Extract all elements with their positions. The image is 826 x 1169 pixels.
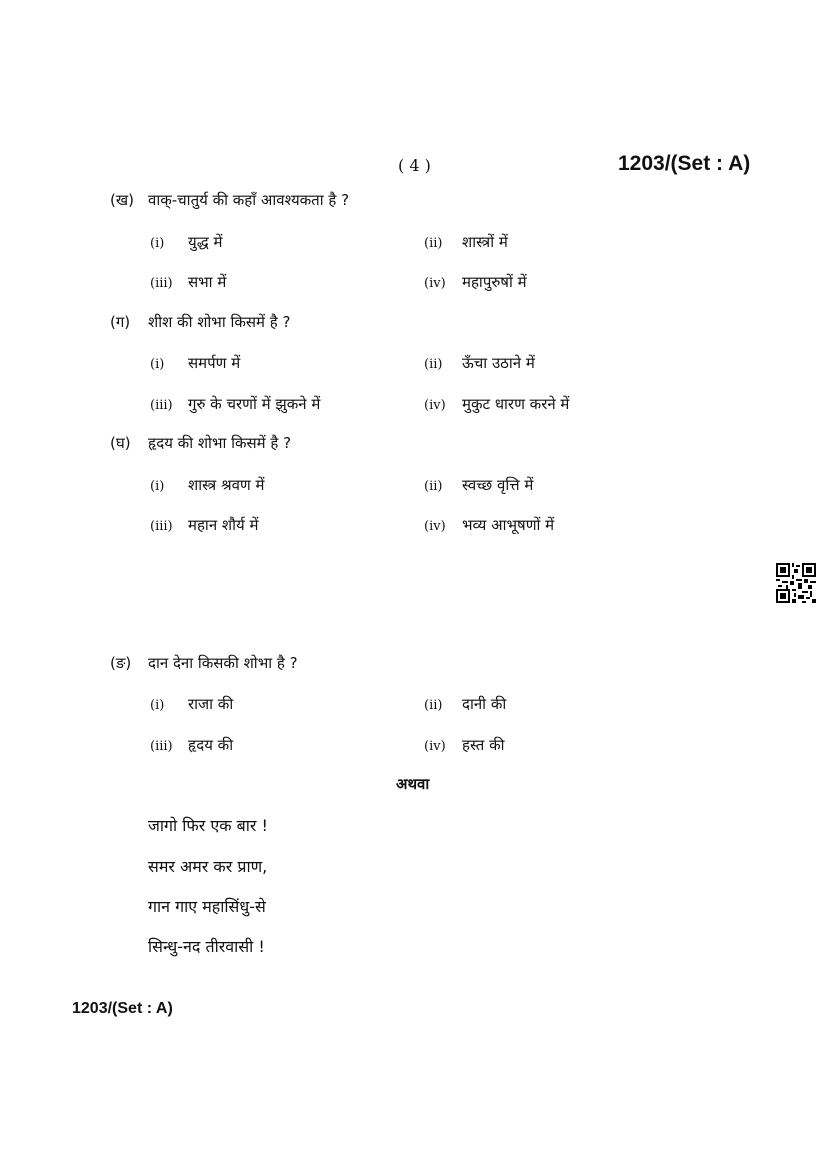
option-text: महापुरुषों में bbox=[462, 273, 527, 291]
question-text: दान देना किसकी शोभा है ? bbox=[148, 654, 298, 672]
question-marker: (ङ) bbox=[110, 654, 132, 672]
option-text: शास्त्रों में bbox=[462, 233, 508, 251]
option bbox=[150, 272, 226, 292]
option-marker: (iv) bbox=[424, 276, 446, 291]
option bbox=[150, 475, 265, 495]
option-text: समर्पण में bbox=[188, 354, 241, 372]
option-marker: (i) bbox=[150, 236, 165, 251]
question-text: शीश की शोभा किसमें है ? bbox=[148, 313, 291, 331]
option-text: गुरु के चरणों में झुकने में bbox=[188, 395, 321, 413]
paper-code-footer: 1203/(Set : A) bbox=[72, 1000, 173, 1017]
option-marker: (i) bbox=[150, 357, 165, 372]
option bbox=[150, 353, 240, 373]
option bbox=[424, 232, 508, 252]
option-text: महान शौर्य में bbox=[188, 516, 259, 534]
option-marker: (ii) bbox=[424, 236, 443, 251]
option-text: सभा में bbox=[188, 273, 227, 291]
poem-line: समर अमर कर प्राण, bbox=[148, 857, 268, 876]
option-text: शास्त्र श्रवण में bbox=[188, 476, 265, 494]
option-text: स्वच्छ वृत्ति में bbox=[462, 476, 534, 494]
option-text: हृदय की bbox=[188, 736, 234, 754]
question-marker: (ख) bbox=[110, 191, 134, 209]
poem-line: सिन्धु-नद तीरवासी ! bbox=[148, 937, 265, 956]
option bbox=[424, 515, 554, 535]
question-text: हृदय की शोभा किसमें है ? bbox=[148, 434, 292, 452]
question-gha bbox=[110, 433, 291, 453]
option-text: युद्ध में bbox=[188, 233, 223, 251]
option-marker: (ii) bbox=[424, 698, 443, 713]
qr-code-icon bbox=[776, 563, 816, 603]
option bbox=[150, 232, 222, 252]
option bbox=[424, 694, 506, 714]
question-nga bbox=[110, 653, 298, 673]
option-marker: (ii) bbox=[424, 479, 443, 494]
option-marker: (i) bbox=[150, 479, 165, 494]
option-marker: (iii) bbox=[150, 398, 173, 413]
option bbox=[424, 735, 505, 755]
option bbox=[424, 394, 569, 414]
option-marker: (iii) bbox=[150, 276, 173, 291]
poem-line: जागो फिर एक बार ! bbox=[148, 816, 268, 835]
question-text: वाक्-चातुर्य की कहाँ आवश्यकता है ? bbox=[148, 191, 350, 209]
option-marker: (iv) bbox=[424, 739, 446, 754]
option-text: मुकुट धारण करने में bbox=[462, 395, 570, 413]
question-marker: (घ) bbox=[110, 434, 131, 452]
option-marker: (iv) bbox=[424, 398, 446, 413]
option-text: भव्य आभूषणों में bbox=[462, 516, 555, 534]
option-marker: (iv) bbox=[424, 519, 446, 534]
option-text: राजा की bbox=[188, 695, 234, 713]
option-text: दानी की bbox=[462, 695, 507, 713]
option-text: ऊँचा उठाने में bbox=[462, 354, 535, 372]
poem-line: गान गाए महासिंधु-से bbox=[148, 897, 266, 916]
option bbox=[150, 394, 320, 414]
option bbox=[424, 353, 535, 373]
option-marker: (iii) bbox=[150, 519, 173, 534]
option bbox=[424, 475, 533, 495]
option-marker: (ii) bbox=[424, 357, 443, 372]
option-marker: (iii) bbox=[150, 739, 173, 754]
option-marker: (i) bbox=[150, 698, 165, 713]
page-number: ( 4 ) bbox=[398, 156, 431, 175]
option bbox=[424, 272, 527, 292]
paper-code-header: 1203/(Set : A) bbox=[618, 152, 751, 175]
question-marker: (ग) bbox=[110, 313, 131, 331]
option-text: हस्त की bbox=[462, 736, 505, 754]
option bbox=[150, 735, 233, 755]
question-ga bbox=[110, 312, 291, 332]
option bbox=[150, 694, 233, 714]
option bbox=[150, 515, 258, 535]
athva-heading: अथवा bbox=[396, 775, 430, 793]
question-kha bbox=[110, 190, 349, 210]
